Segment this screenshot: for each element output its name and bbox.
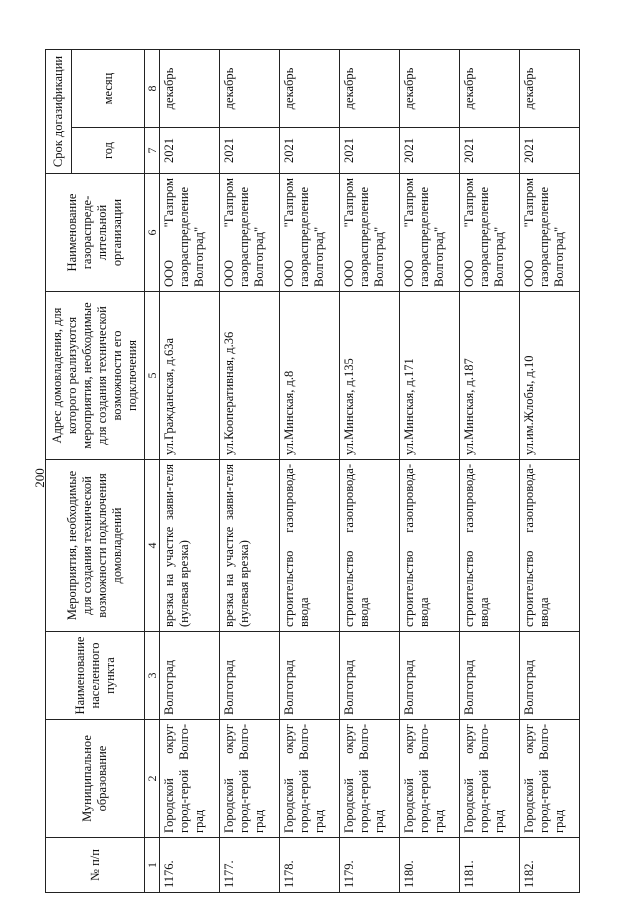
cell-mo: Городской округ город-герой Волго-град (460, 720, 520, 838)
cell-address: ул.Гражданская, д.63а (160, 292, 220, 460)
page-number: 200 (31, 468, 47, 488)
header-settlement: Наименование населенного пункта (46, 632, 145, 720)
cell-event: строительство газопровода-ввода (520, 460, 580, 632)
cell-address: ул.Кооперативная, д.36 (220, 292, 280, 460)
cell-year: 2021 (520, 128, 580, 174)
cell-year: 2021 (220, 128, 280, 174)
col-number-1: 1 (145, 838, 160, 893)
cell-address: ул.им.Жлобы, д.10 (520, 292, 580, 460)
cell-org: ООО "Газпром газораспределение Волгоград" (340, 174, 400, 292)
cell-np: Волгоград (160, 632, 220, 720)
table-row (280, 50, 340, 893)
cell-mo: Городской округ город-герой Волго-град (400, 720, 460, 838)
cell-org: ООО "Газпром газораспределение Волгоград" (460, 174, 520, 292)
table-row (460, 50, 520, 893)
cell-org: ООО "Газпром газораспределение Волгоград" (520, 174, 580, 292)
col-number-6: 6 (145, 174, 160, 292)
cell-month: декабрь (520, 50, 580, 128)
cell-year: 2021 (400, 128, 460, 174)
cell-month: декабрь (400, 50, 460, 128)
table-body (160, 50, 580, 893)
rotated-table-container (45, 50, 635, 893)
table-row (160, 50, 220, 893)
table-row (220, 50, 280, 893)
header-municipality: Муниципальное образование (46, 720, 145, 838)
cell-num: 1177. (220, 838, 280, 893)
cell-org: ООО "Газпром газораспределение Волгоград" (280, 174, 340, 292)
cell-num: 1179. (340, 838, 400, 893)
cell-event: врезка на участке заяви-теля (нулевая врезка) (220, 460, 280, 632)
table-row (520, 50, 580, 893)
cell-num: 1178. (280, 838, 340, 893)
col-number-2: 2 (145, 720, 160, 838)
header-deadline: Срок догазификации (46, 50, 72, 174)
cell-np: Волгоград (520, 632, 580, 720)
col-number-8: 8 (145, 50, 160, 128)
cell-address: ул.Минская, д.171 (400, 292, 460, 460)
cell-mo: Городской округ город-герой Волго-град (340, 720, 400, 838)
table-row (340, 50, 400, 893)
cell-address: ул.Минская, д.135 (340, 292, 400, 460)
cell-year: 2021 (460, 128, 520, 174)
cell-mo: Городской округ город-герой Волго-град (280, 720, 340, 838)
cell-mo: Городской округ город-герой Волго-град (520, 720, 580, 838)
cell-event: строительство газопровода-ввода (340, 460, 400, 632)
cell-mo: Городской округ город-герой Волго-град (160, 720, 220, 838)
cell-address: ул.Минская, д.8 (280, 292, 340, 460)
header-num: № п/п (46, 838, 145, 893)
col-number-7: 7 (145, 128, 160, 174)
cell-np: Волгоград (400, 632, 460, 720)
cell-num: 1180. (400, 838, 460, 893)
col-number-5: 5 (145, 292, 160, 460)
cell-year: 2021 (340, 128, 400, 174)
cell-mo: Городской округ город-герой Волго-град (220, 720, 280, 838)
gasification-table (45, 49, 580, 893)
col-number-3: 3 (145, 632, 160, 720)
cell-event: строительство газопровода-ввода (400, 460, 460, 632)
cell-event: врезка на участке заяви-теля (нулевая врезка) (160, 460, 220, 632)
cell-num: 1182. (520, 838, 580, 893)
col-number-4: 4 (145, 460, 160, 632)
cell-np: Волгоград (340, 632, 400, 720)
cell-month: декабрь (280, 50, 340, 128)
table-row (400, 50, 460, 893)
header-year: год (72, 128, 145, 174)
header-event: Мероприятия, необходимые для создания технической возможности подключения домовладений (46, 460, 145, 632)
cell-org: ООО "Газпром газораспределение Волгоград" (160, 174, 220, 292)
cell-address: ул.Минская, д.187 (460, 292, 520, 460)
cell-num: 1176. (160, 838, 220, 893)
cell-month: декабрь (220, 50, 280, 128)
cell-org: ООО "Газпром газораспределение Волгоград" (400, 174, 460, 292)
cell-month: декабрь (460, 50, 520, 128)
cell-event: строительство газопровода-ввода (280, 460, 340, 632)
cell-org: ООО "Газпром газораспределение Волгоград" (220, 174, 280, 292)
cell-month: декабрь (160, 50, 220, 128)
cell-np: Волгоград (220, 632, 280, 720)
header-organization: Наименование газораспреде-лительной организации (46, 174, 145, 292)
cell-year: 2021 (160, 128, 220, 174)
header-month: месяц (72, 50, 145, 128)
cell-month: декабрь (340, 50, 400, 128)
header-address: Адрес домовладения, для которого реализуются мероприятия, необходимые для создания технической возможности его подключения (46, 292, 145, 460)
cell-event: строительство газопровода-ввода (460, 460, 520, 632)
cell-np: Волгоград (460, 632, 520, 720)
cell-num: 1181. (460, 838, 520, 893)
cell-year: 2021 (280, 128, 340, 174)
cell-np: Волгоград (280, 632, 340, 720)
